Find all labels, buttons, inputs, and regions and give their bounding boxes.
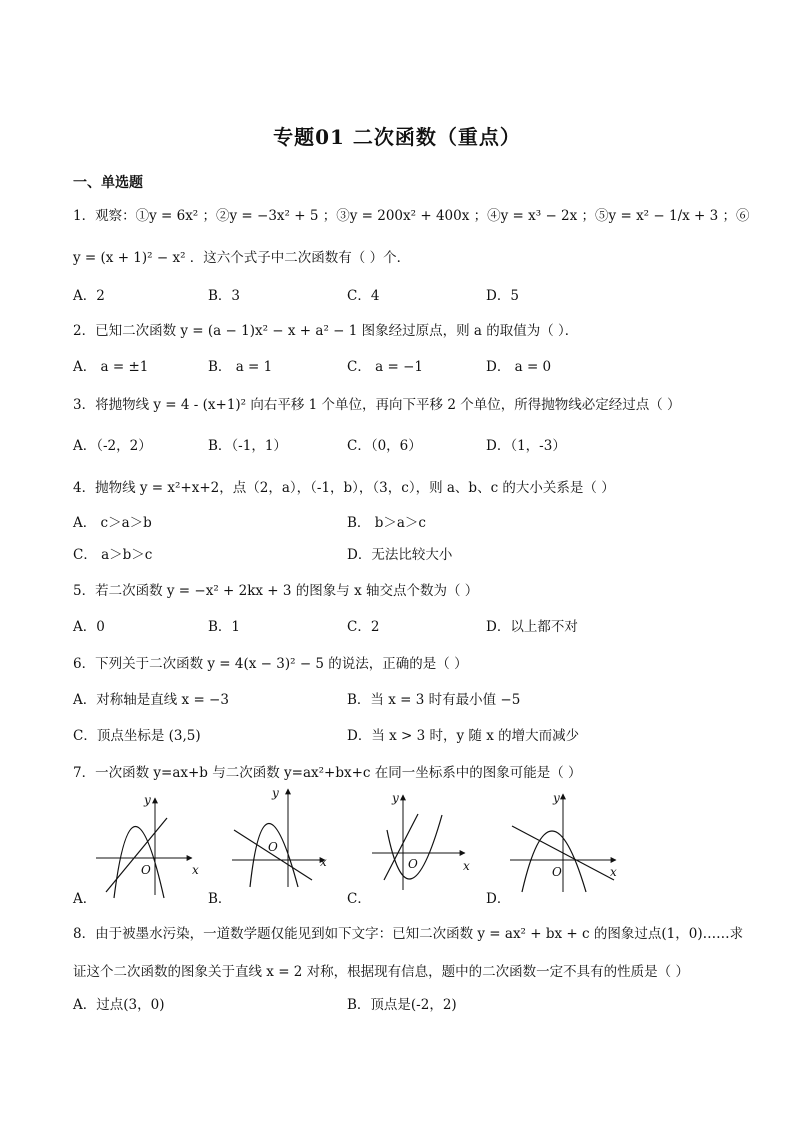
y-label: y: [553, 791, 560, 805]
origin-label: O: [408, 857, 418, 871]
question-3-option-a: A．（-2，2）: [73, 438, 152, 454]
question-1-option-a: A．2: [73, 288, 105, 304]
question-1-option-c: C．4: [347, 288, 380, 304]
question-6-option-a: A．对称轴是直线 x = −3: [73, 692, 229, 708]
question-4-stem: 4．抛物线 y = x²+x+2，点（2，a），（-1，b），（3，c），则 a、b、c 的大小关系是（ ）: [73, 480, 615, 496]
question-7-stem: 7．一次函数 y=ax+b 与二次函数 y=ax²+bx+c 在同一坐标系中的图象可能是（ ）: [73, 765, 582, 781]
question-1-option-d: D．5: [486, 288, 519, 304]
question-2-option-d: D． a = 0: [486, 359, 552, 375]
question-5-option-c: C．2: [347, 619, 380, 635]
question-7-option-a: A．: [73, 891, 97, 907]
question-6-option-c: C．顶点坐标是 (3,5): [73, 728, 201, 744]
origin-label: O: [552, 865, 562, 879]
parabola: [522, 831, 586, 892]
question-3-stem: 3．将抛物线 y = 4 - (x+1)² 向右平移 1 个单位，再向下平移 2 个单位，所得抛物线必定经过点（ ）: [73, 397, 681, 413]
question-1-stem-line-2: y = (x + 1)² − x² ．这六个式子中二次函数有（ ）个．: [73, 250, 411, 266]
question-5-option-b: B．1: [208, 619, 241, 635]
question-8-stem-line-1: 8．由于被墨水污染，一道数学题仅能见到如下文字：已知二次函数 y = ax² + bx + c 的图象过点(1，0)……求: [73, 926, 744, 942]
question-8-option-a: A．过点(3，0): [73, 997, 165, 1013]
question-3-option-c: C．（0，6）: [347, 438, 422, 454]
question-3-option-b: B．（-1，1）: [208, 438, 287, 454]
question-4-option-d: D．无法比较大小: [347, 547, 453, 563]
y-label: y: [392, 791, 399, 805]
question-7-option-b: B．: [208, 891, 232, 907]
y-label: y: [272, 786, 279, 800]
question-6-option-b: B．当 x = 3 时有最小值 −5: [347, 692, 521, 708]
question-6-stem: 6．下列关于二次函数 y = 4(x − 3)² − 5 的说法，正确的是（ ）: [73, 656, 468, 672]
graph-b: [230, 785, 335, 890]
question-1-stem-line-1: 1．观察：①y = 6x² ；②y = −3x² + 5 ；③y = 200x² + 400x ；④y = x³ − 2x ；⑤y = x² − 1/x + 3 ；⑥: [73, 208, 750, 224]
question-3-option-d: D．（1，-3）: [486, 438, 566, 454]
question-7-option-c: C．: [347, 891, 371, 907]
question-4-option-c: C． a＞b＞c: [73, 547, 153, 563]
graph-a: [92, 790, 212, 890]
question-5-stem: 5．若二次函数 y = −x² + 2kx + 3 的图象与 x 轴交点个数为（ ）: [73, 583, 479, 599]
question-2-option-c: C． a = −1: [347, 359, 423, 375]
origin-label: O: [141, 863, 151, 877]
question-6-option-d: D．当 x > 3 时，y 随 x 的增大而减少: [347, 728, 580, 744]
question-2-option-b: B． a = 1: [208, 359, 273, 375]
question-4-option-a: A． c＞a＞b: [73, 515, 152, 531]
graph-d: [508, 790, 628, 890]
x-label: x: [610, 865, 617, 879]
question-1-option-b: B．3: [208, 288, 241, 304]
section-heading: 一、单选题: [73, 175, 143, 191]
x-label: x: [192, 863, 199, 877]
x-label: x: [320, 855, 327, 869]
question-5-option-a: A．0: [73, 619, 105, 635]
line-graph: [234, 830, 312, 880]
question-8-stem-line-2: 证这个二次函数的图象关于直线 x = 2 对称，根据现有信息，题中的二次函数一定不具有的性质是（ ）: [73, 964, 689, 980]
y-label: y: [144, 793, 151, 807]
parabola: [114, 827, 164, 899]
question-5-option-d: D．以上都不对: [486, 619, 578, 635]
question-2-stem: 2．已知二次函数 y = (a − 1)x² − x + a² − 1 图象经过原点，则 a 的取值为（ ）．: [73, 323, 579, 339]
origin-label: O: [268, 840, 278, 854]
line-graph: [106, 818, 167, 892]
question-2-option-a: A． a = ±1: [73, 359, 149, 375]
question-8-option-b: B．顶点是(-2，2): [347, 997, 457, 1013]
question-7-option-d: D．: [486, 891, 511, 907]
graph-c: [370, 790, 475, 890]
page-title: 专题01 二次函数（重点）: [273, 125, 521, 149]
question-4-option-b: B． b＞a＞c: [347, 515, 426, 531]
x-label: x: [463, 859, 470, 873]
